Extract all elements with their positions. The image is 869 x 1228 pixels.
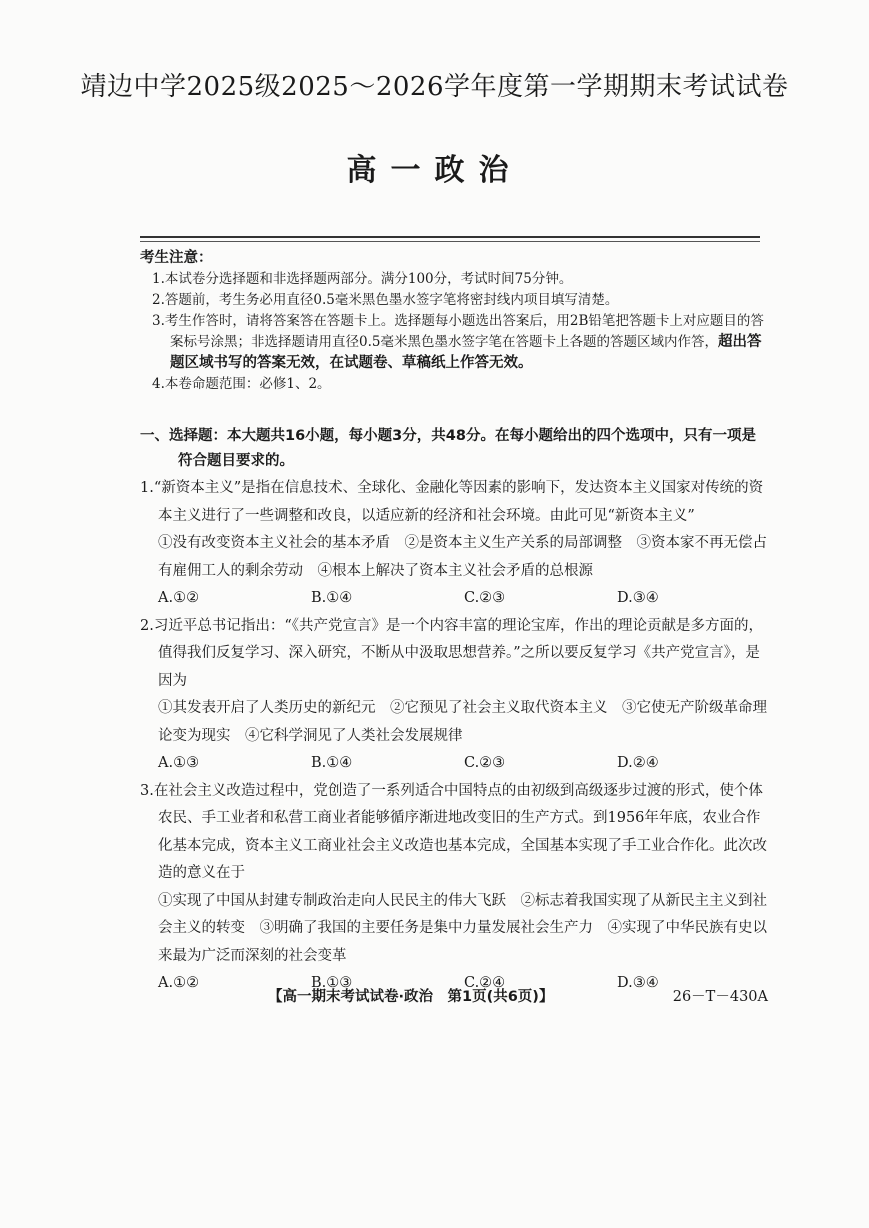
exam-title: 靖边中学2025级2025～2026学年度第一学期期末考试试卷 xyxy=(80,72,789,102)
answer-options xyxy=(140,750,770,778)
option-b: B.①④ xyxy=(311,590,353,606)
question-stem: 2.习近平总书记指出：“《共产党宣言》是一个内容丰富的理论宝库，作出的理论贡献是多方面的，值得我们反复学习、深入研究，不断从中汲取思想营养。”之所以要反复学习《共产党宣言》，是因为 xyxy=(140,617,763,689)
notice-item-3 xyxy=(140,311,770,374)
paper-code: 26－T－430A xyxy=(672,989,768,1005)
question-3 xyxy=(140,778,770,998)
question-statements: ①没有改变资本主义社会的基本矛盾 ②是资本主义生产关系的局部调整 ③资本家不再无偿占有雇佣工人的剩余劳动 ④根本上解决了资本主义社会矛盾的总根源 xyxy=(158,535,767,579)
notice-item-2: 2.答题前，考生务必用直径0.5毫米黑色墨水签字笔将密封线内项目填写清楚。 xyxy=(152,292,619,308)
option-a: A.①② xyxy=(158,590,200,606)
question-stem: 3.在社会主义改造过程中，党创造了一系列适合中国特点的由初级到高级逐步过渡的形式，使个体农民、手工业者和私营工商业者能够循序渐进地改变旧的生产方式。到1956年年底，农业合作化基本完成，资本主义工商业社会主义改造也基本完成，全国基本实现了手工业合作化。此次改造的意义在于 xyxy=(140,782,767,881)
option-b: B.①③ xyxy=(311,975,353,991)
notice-item-1: 1.本试卷分选择题和非选择题两部分。满分100分，考试时间75分钟。 xyxy=(152,271,573,287)
candidate-notice xyxy=(140,248,770,395)
section-heading-line2: 符合题目要求的。 xyxy=(178,453,294,469)
footer-label: 【高一期末考试试卷·政治 第1页(共6页)】 xyxy=(268,989,554,1005)
answer-options xyxy=(140,585,770,613)
page-footer xyxy=(268,985,768,1006)
notice-item-4: 4.本卷命题范围：必修1、2。 xyxy=(152,376,331,392)
option-a: A.①③ xyxy=(158,755,200,771)
option-b: B.①④ xyxy=(311,755,353,771)
option-c: C.②④ xyxy=(464,975,506,991)
subject-title: 高一政治 xyxy=(346,153,523,188)
header-divider-thin xyxy=(140,241,760,242)
question-stem: 1.“新资本主义”是指在信息技术、全球化、金融化等因素的影响下，发达资本主义国家对传统的资本主义进行了一些调整和改良，以适应新的经济和社会环境。由此可见“新资本主义” xyxy=(140,480,764,524)
notice-heading: 考生注意： xyxy=(140,250,213,266)
option-d: D.③④ xyxy=(617,590,659,606)
notice-item-3-text: 3.考生作答时，请将答案答在答题卡上。选择题每小题选出答案后，用2B铅笔把答题卡上对应题目的答案标号涂黑；非选择题请用直径0.5毫米黑色墨水签字笔在答题卡上各题的答题区域内作答， xyxy=(152,313,764,350)
question-1 xyxy=(140,475,770,613)
question-statements: ①实现了中国从封建专制政治走向人民民主的伟大飞跃 ②标志着我国实现了从新民主主义到社会主义的转变 ③明确了我国的主要任务是集中力量发展社会生产力 ④实现了中华民族有史以来最为广泛而深刻的社会变革 xyxy=(158,892,767,964)
question-list xyxy=(140,475,770,998)
question-statements: ①其发表开启了人类历史的新纪元 ②它预见了社会主义取代资本主义 ③它使无产阶级革命理论变为现实 ④它科学洞见了人类社会发展规律 xyxy=(158,700,767,744)
option-d: D.②④ xyxy=(617,755,659,771)
option-d: D.③④ xyxy=(617,975,659,991)
option-c: C.②③ xyxy=(464,755,506,771)
question-2 xyxy=(140,613,770,778)
header-divider xyxy=(140,236,760,238)
section-heading xyxy=(140,424,770,474)
section-heading-line1: 一、选择题：本大题共16小题，每小题3分，共48分。在每小题给出的四个选项中，只有一项是 xyxy=(140,428,756,444)
option-a: A.①② xyxy=(158,975,200,991)
notice-item-3-emphasis: 超出答题区域书写的答案无效，在试题卷、草稿纸上作答无效。 xyxy=(170,334,762,371)
option-c: C.②③ xyxy=(464,590,506,606)
